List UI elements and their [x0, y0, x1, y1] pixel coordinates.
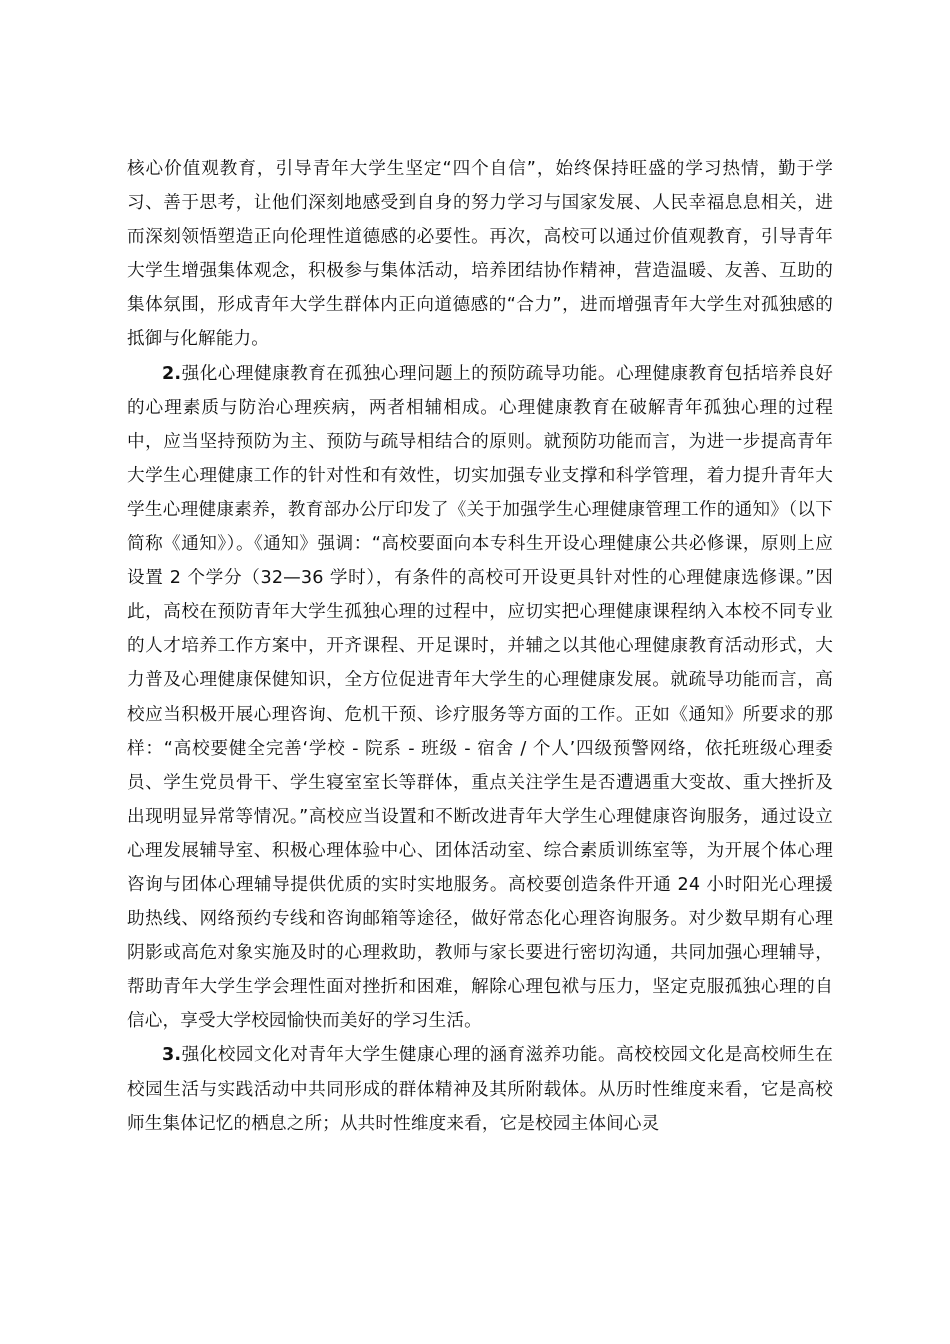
paragraph-text: 强化校园文化对青年大学生健康心理的涵育滋养功能。高校校园文化是高校师生在校园生活与实践活动中共同形成的群体精神及其所附载体。从历时性维度来看，它是高校师生集体记忆的栖息之所；从共时性维度来看，它是校园主体间心灵: [127, 1045, 833, 1134]
paragraph-mental-health-education: [127, 357, 833, 1039]
paragraph-campus-culture: [127, 1038, 833, 1140]
section-number: 3.: [162, 1045, 182, 1066]
paragraph-text: 核心价值观教育，引导青年大学生坚定“四个自信”，始终保持旺盛的学习热情，勤于学习、善于思考，让他们深刻地感受到自身的努力学习与国家发展、人民幸福息息相关，进而深刻领悟塑造正向伦理性道德感的必要性。再次，高校可以通过价值观教育，引导青年大学生增强集体观念，积极参与集体活动，培养团结协作精神，营造温暖、友善、互助的集体氛围，形成青年大学生群体内正向道德感的“合力”，进而增强青年大学生对孤独感的抵御与化解能力。: [127, 159, 833, 350]
paragraph-core-values: [127, 152, 833, 357]
paragraph-text: 强化心理健康教育在孤独心理问题上的预防疏导功能。心理健康教育包括培养良好的心理素质与防治心理疾病，两者相辅相成。心理健康教育在破解青年孤独心理的过程中，应当坚持预防为主、预防与疏导相结合的原则。就预防功能而言，为进一步提高青年大学生心理健康工作的针对性和有效性，切实加强专业支撑和科学管理，着力提升青年大学生心理健康素养，教育部办公厅印发了《关于加强学生心理健康管理工作的通知》（以下简称《通知》）。《通知》强调：“高校要面向本专科生开设心理健康公共必修课，原则上应设置 2 个学分（32—36 学时），有条件的高校可开设更具针对性的心理健康选修课。”因此，高校在预防青年大学生孤独心理的过程中，应切实把心理健康课程纳入本校不同专业的人才培养工作方案中，开齐课程、开足课时，并辅之以其他心理健康教育活动形式，大力普及心理健康保健知识，全方位促进青年大学生的心理健康发展。就疏导功能而言，高校应当积极开展心理咨询、危机干预、诊疗服务等方面的工作。正如《通知》所要求的那样：“高校要健全完善‘学校 - 院系 - 班级 - 宿舍 / 个人’四级预警网络，依托班级心理委员、学生党员骨干、学生寝室室长等群体，重点关注学生是否遭遇重大变故、重大挫折及出现明显异常等情况。”高校应当设置和不断改进青年大学生心理健康咨询服务，通过设立心理发展辅导室、积极心理体验中心、团体活动室、综合素质训练室等，为开展个体心理咨询与团体心理辅导提供优质的实时实地服务。高校要创造条件开通 24 小时阳光心理援助热线、网络预约专线和咨询邮箱等途径，做好常态化心理咨询服务。对少数早期有心理阴影或高危对象实施及时的心理救助，教师与家长要进行密切沟通，共同加强心理辅导，帮助青年大学生学会理性面对挫折和困难，解除心理包袱与压力，坚定克服孤独心理的自信心，享受大学校园愉快而美好的学习生活。: [127, 363, 833, 1032]
section-number: 2.: [162, 363, 182, 384]
document-page: [127, 152, 833, 1141]
